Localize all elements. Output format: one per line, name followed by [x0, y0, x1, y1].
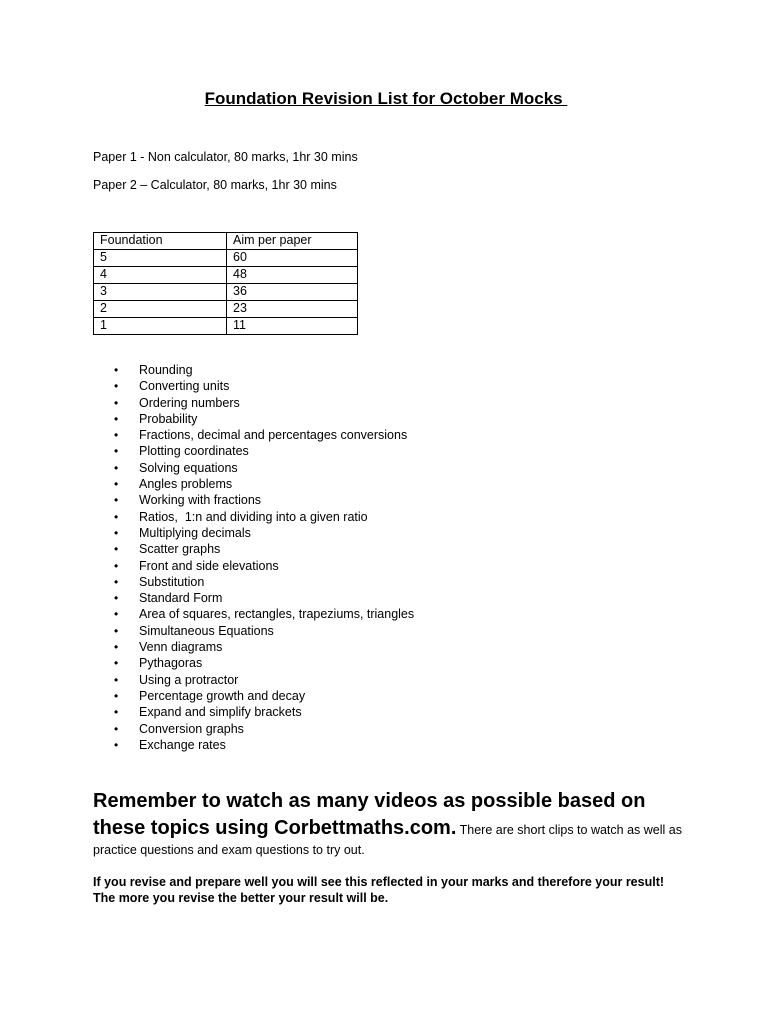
topic-label: Percentage growth and decay: [139, 688, 306, 703]
topic-label: Converting units: [139, 379, 230, 394]
topic-label: Simultaneous Equations: [139, 623, 274, 638]
bullet-icon: •: [114, 379, 119, 394]
table-header-row: [94, 233, 358, 250]
table-row: [94, 318, 358, 335]
bullet-icon: •: [114, 705, 119, 720]
list-item: [0, 541, 414, 557]
list-item: [0, 509, 414, 525]
grade-cell: 5: [94, 250, 227, 267]
table-row: [94, 301, 358, 318]
aim-cell: 23: [227, 301, 358, 318]
list-item: [0, 378, 414, 394]
paper-2-info: Paper 2 – Calculator, 80 marks, 1hr 30 mins: [93, 178, 337, 192]
bullet-icon: •: [114, 672, 119, 687]
closing-line-2: The more you revise the better your result will be.: [93, 891, 389, 905]
list-item: [0, 362, 414, 378]
list-item: [0, 460, 414, 476]
topic-label: Pythagoras: [139, 656, 203, 671]
topic-label: Venn diagrams: [139, 640, 223, 655]
table-row: [94, 250, 358, 267]
column-header-foundation: Foundation: [94, 233, 227, 250]
remember-paragraph: [93, 788, 693, 859]
paper-1-info: Paper 1 - Non calculator, 80 marks, 1hr 30 mins: [93, 150, 358, 164]
table-row: [94, 267, 358, 284]
list-item: [0, 623, 414, 639]
list-item: [0, 590, 414, 606]
bullet-icon: •: [114, 363, 119, 377]
bullet-icon: •: [114, 460, 119, 475]
list-item: [0, 411, 414, 427]
list-item: [0, 639, 414, 655]
bullet-icon: •: [114, 607, 119, 622]
grade-cell: 1: [94, 318, 227, 335]
bullet-icon: •: [114, 640, 119, 655]
list-item: [0, 427, 414, 443]
bullet-icon: •: [114, 395, 119, 410]
list-item: [0, 574, 414, 590]
topic-label: Front and side elevations: [139, 558, 279, 573]
grade-cell: 2: [94, 301, 227, 318]
topic-label: Multiplying decimals: [139, 525, 251, 540]
bullet-icon: •: [114, 721, 119, 736]
topic-label: Plotting coordinates: [139, 444, 249, 459]
list-item: [0, 688, 414, 704]
topic-label: Exchange rates: [139, 737, 226, 752]
topic-label: Solving equations: [139, 460, 238, 475]
topic-label: Scatter graphs: [139, 542, 221, 557]
closing-line-1: If you revise and prepare well you will see this reflected in your marks and therefore your result!: [93, 875, 665, 889]
bullet-icon: •: [114, 542, 119, 557]
topic-label: Angles problems: [139, 477, 233, 492]
aim-cell: 11: [227, 318, 358, 335]
bullet-icon: •: [114, 428, 119, 443]
topic-label: Working with fractions: [139, 493, 262, 508]
bullet-icon: •: [114, 623, 119, 638]
list-item: [0, 395, 414, 411]
aims-table: [93, 232, 358, 335]
bullet-icon: •: [114, 574, 119, 589]
list-item: [0, 704, 414, 720]
remember-text: There are short clips to watch as well as practice questions and exam questions to try out.: [93, 823, 682, 857]
bullet-icon: •: [114, 558, 119, 573]
topic-label: Rounding: [139, 363, 193, 377]
aim-cell: 48: [227, 267, 358, 284]
bullet-icon: •: [114, 477, 119, 492]
list-item: [0, 672, 414, 688]
bullet-icon: •: [114, 411, 119, 426]
list-item: [0, 606, 414, 622]
column-header-aim: Aim per paper: [227, 233, 358, 250]
topic-label: Conversion graphs: [139, 721, 244, 736]
page-title: Foundation Revision List for October Mocks: [204, 89, 568, 108]
list-item: [0, 443, 414, 459]
list-item: [0, 655, 414, 671]
list-item: [0, 737, 414, 753]
topic-list: [0, 362, 414, 753]
remember-heading: Remember to watch as many videos as possible based on these topics using Corbettmaths.com.: [93, 790, 646, 839]
closing-paragraph: [93, 874, 693, 906]
bullet-icon: •: [114, 444, 119, 459]
topic-label: Standard Form: [139, 591, 223, 606]
topic-label: Ratios, 1:n and dividing into a given ratio: [139, 509, 368, 524]
bullet-icon: •: [114, 525, 119, 540]
bullet-icon: •: [114, 509, 119, 524]
bullet-icon: •: [114, 591, 119, 606]
list-item: [0, 476, 414, 492]
bullet-icon: •: [114, 656, 119, 671]
topic-label: Substitution: [139, 574, 205, 589]
list-item: [0, 492, 414, 508]
bullet-icon: •: [114, 737, 119, 752]
aim-cell: 60: [227, 250, 358, 267]
table-row: [94, 284, 358, 301]
bullet-icon: •: [114, 493, 119, 508]
grade-cell: 4: [94, 267, 227, 284]
aim-cell: 36: [227, 284, 358, 301]
grade-cell: 3: [94, 284, 227, 301]
topic-label: Area of squares, rectangles, trapeziums, triangles: [139, 607, 415, 622]
topic-label: Probability: [139, 411, 198, 426]
topic-label: Fractions, decimal and percentages conversions: [139, 428, 408, 443]
topic-label: Expand and simplify brackets: [139, 705, 302, 720]
list-item: [0, 525, 414, 541]
topic-label: Ordering numbers: [139, 395, 240, 410]
list-item: [0, 721, 414, 737]
list-item: [0, 558, 414, 574]
bullet-icon: •: [114, 688, 119, 703]
topic-label: Using a protractor: [139, 672, 239, 687]
